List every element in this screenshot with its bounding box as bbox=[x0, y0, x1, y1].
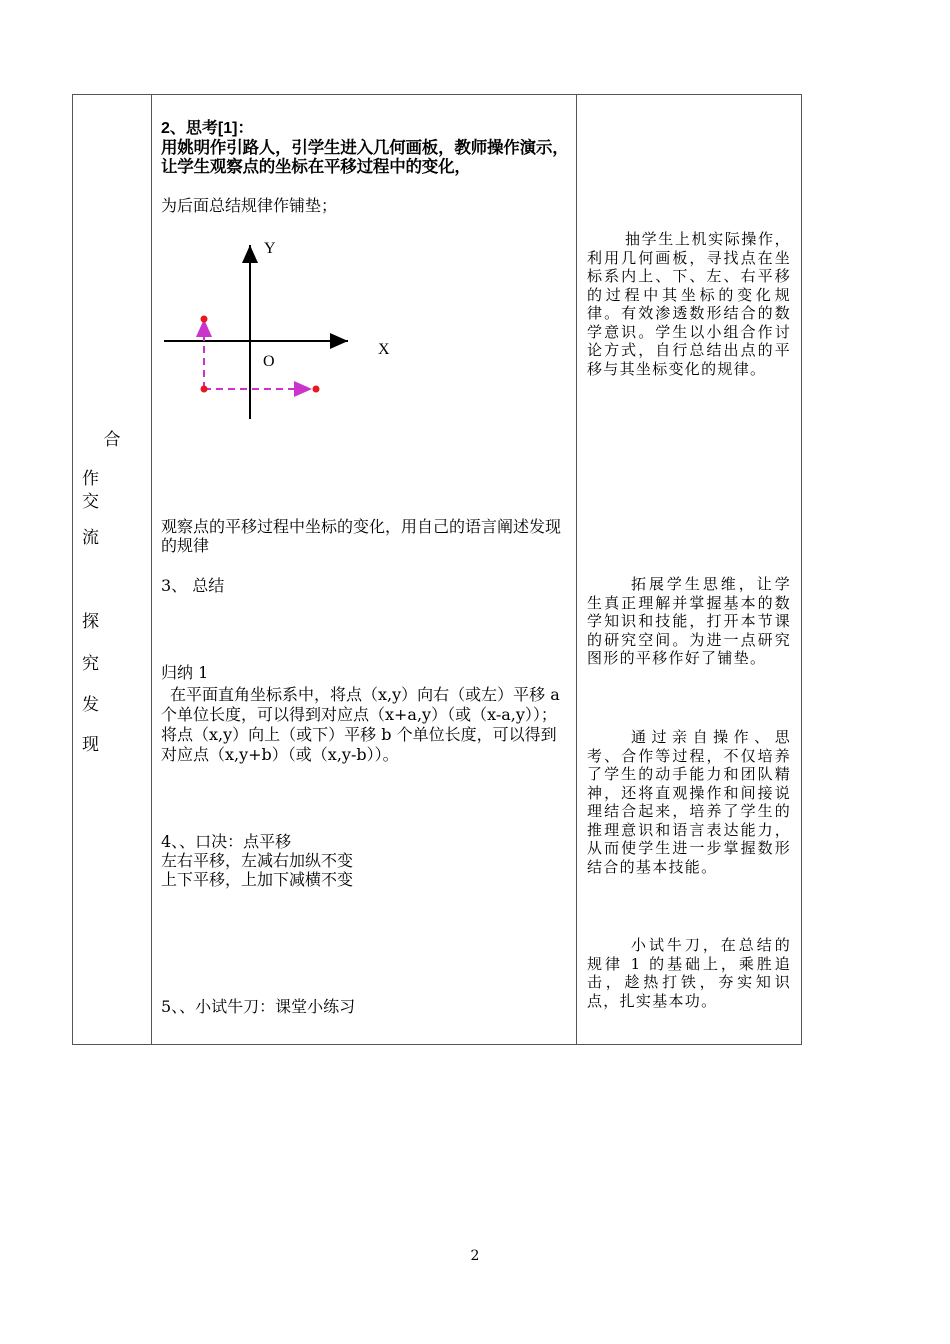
summary-heading: 3、 总结 bbox=[161, 576, 225, 595]
induction-rule: 在平面直角坐标系中，将点（x,y）向右（或左）平移 a 个单位长度，可以得到对应点（x+a,y）（或（x-a,y））；将点（x,y）向上（或下）平移 b 个单位长度，可以得到对应点（x,y+b）（或（x,y-b））。 bbox=[161, 685, 560, 764]
mnemonic-line: 左右平移，左减右加纵不变 bbox=[161, 851, 354, 870]
stage-label-char: 合 bbox=[103, 430, 121, 450]
design-note: 拓展学生思维，让学生真正理解并掌握基本的数学知识和技能，打开本节课的研究空间。为进一点研究图形的平移作好了铺垫。 bbox=[587, 575, 791, 667]
teaching-process-cell bbox=[152, 95, 577, 1045]
point-translated-right bbox=[313, 386, 320, 393]
stage-label-char: 流 bbox=[82, 528, 99, 548]
practice-heading: 5、、小试牛刀：课堂小练习 bbox=[161, 997, 356, 1016]
lesson-plan-table bbox=[72, 94, 802, 1045]
stage-label-char: 现 bbox=[82, 735, 99, 755]
design-note: 通过亲自操作、思考、合作等过程，不仅培养了学生的动手能力和团队精神，还将直观操作和间接说理结合起来，培养了学生的推理意识和语言表达能力，从而使学生进一步掌握数形结合的基本技能。 bbox=[587, 728, 791, 876]
design-intent-cell bbox=[577, 95, 802, 1045]
stage-label-char: 交 bbox=[82, 492, 99, 512]
stage-label-char: 究 bbox=[82, 654, 99, 674]
thought-heading: 2、思考[1]： bbox=[161, 120, 254, 137]
coordinate-plane-figure bbox=[164, 233, 424, 433]
stage-label-char: 发 bbox=[82, 695, 99, 715]
design-note: 小试牛刀，在总结的规律 1 的基础上，乘胜追击，趁热打铁，夯实知识点，扎实基本功。 bbox=[587, 936, 791, 1010]
x-axis-label: X bbox=[378, 341, 390, 358]
stage-label-cell bbox=[73, 95, 152, 1045]
origin-label: O bbox=[263, 353, 275, 370]
induction-heading: 归纳 1 bbox=[161, 663, 209, 682]
mnemonic-line: 上下平移，上加下减横不变 bbox=[161, 870, 354, 889]
point-original bbox=[201, 386, 208, 393]
point-translated-up bbox=[201, 316, 208, 323]
stage-label-char: 探 bbox=[82, 612, 99, 632]
thought-description: 为后面总结规律作铺垫； bbox=[161, 196, 338, 215]
mnemonic-heading: 4、、口决：点平移 bbox=[161, 832, 292, 851]
observe-instruction: 观察点的平移过程中坐标的变化，用自己的语言阐述发现的规律 bbox=[161, 517, 562, 555]
thought-description-bold: 用姚明作引路人，引学生进入几何画板，教师操作演示，让学生观察点的坐标在平移过程中的变化， bbox=[161, 138, 569, 176]
y-axis-label: Y bbox=[264, 240, 276, 257]
page-number: 2 bbox=[470, 1248, 480, 1264]
design-note: 抽学生上机实际操作，利用几何画板，寻找点在坐标系内上、下、左、右平移的过程中其坐标的变化规律。有效渗透数形结合的数学意识。学生以小组合作讨论方式，自行总结出点的平移与其坐标变化的规律。 bbox=[587, 230, 791, 378]
stage-label-char: 作 bbox=[82, 469, 99, 489]
